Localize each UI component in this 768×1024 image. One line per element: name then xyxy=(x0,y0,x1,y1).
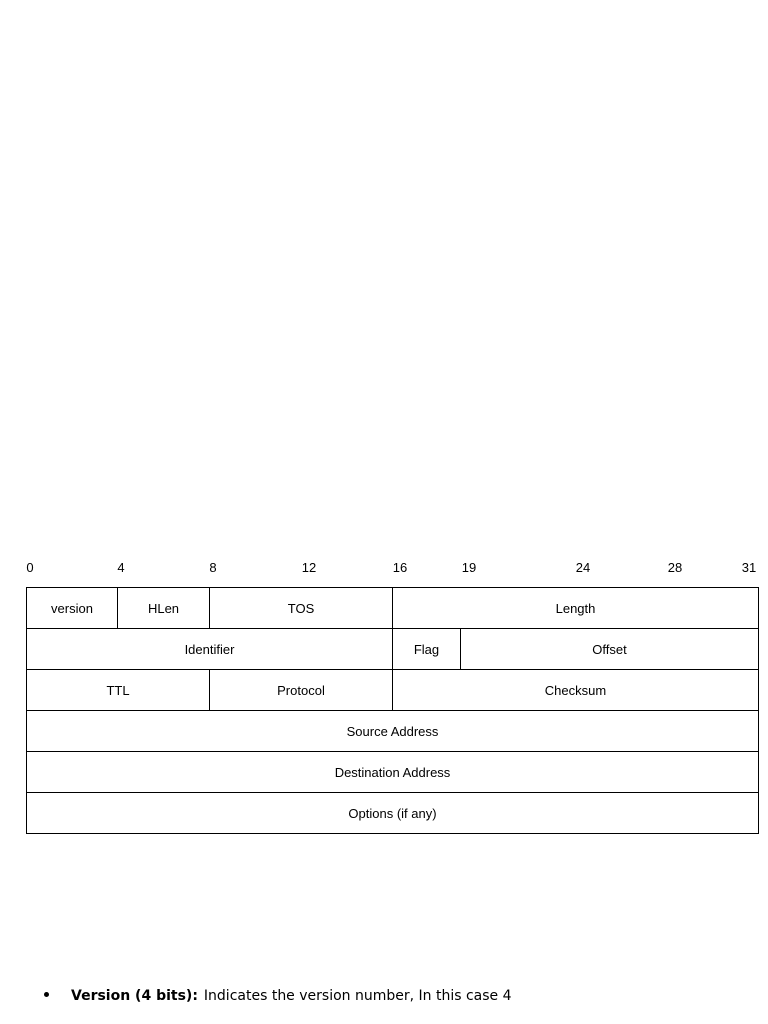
field-ttl: TTL xyxy=(27,670,210,710)
field-checksum: Checksum xyxy=(544,682,607,698)
header-row xyxy=(27,588,758,629)
field-options-if-any: Options (if any) xyxy=(348,806,437,821)
bit-label-0: 0 xyxy=(26,560,34,575)
bullet-item-version xyxy=(44,988,512,1004)
header-row xyxy=(27,711,758,752)
field-offset: Offset xyxy=(592,641,627,657)
bit-label-19: 19 xyxy=(461,560,477,575)
header-row xyxy=(27,793,758,834)
bit-label-8: 8 xyxy=(209,560,217,575)
bit-label-24: 24 xyxy=(575,560,591,575)
bullet-term: Version (4 bits): xyxy=(71,988,198,1004)
field-destination-address: Destination Address xyxy=(334,764,451,780)
bullet-description: Indicates the version number, In this case 4 xyxy=(203,988,512,1004)
header-row xyxy=(27,752,758,793)
field-length: Length xyxy=(555,600,596,616)
field-protocol: Protocol xyxy=(210,670,393,710)
header-row xyxy=(27,670,758,711)
field-source-address: Source Address xyxy=(346,723,439,739)
field-identifier: Identifier xyxy=(27,629,393,669)
bit-label-12: 12 xyxy=(301,560,317,575)
header-row xyxy=(27,629,758,670)
field-hlen: HLen xyxy=(118,588,210,628)
field-version: version xyxy=(27,588,118,628)
bit-label-4: 4 xyxy=(117,560,125,575)
field-flag: Flag xyxy=(393,629,461,669)
ip-header-diagram xyxy=(26,587,759,834)
bullet-icon xyxy=(44,992,49,997)
bit-label-16: 16 xyxy=(392,560,408,575)
bit-label-28: 28 xyxy=(667,560,683,575)
bit-label-31: 31 xyxy=(741,560,757,575)
field-tos: TOS xyxy=(210,588,393,628)
